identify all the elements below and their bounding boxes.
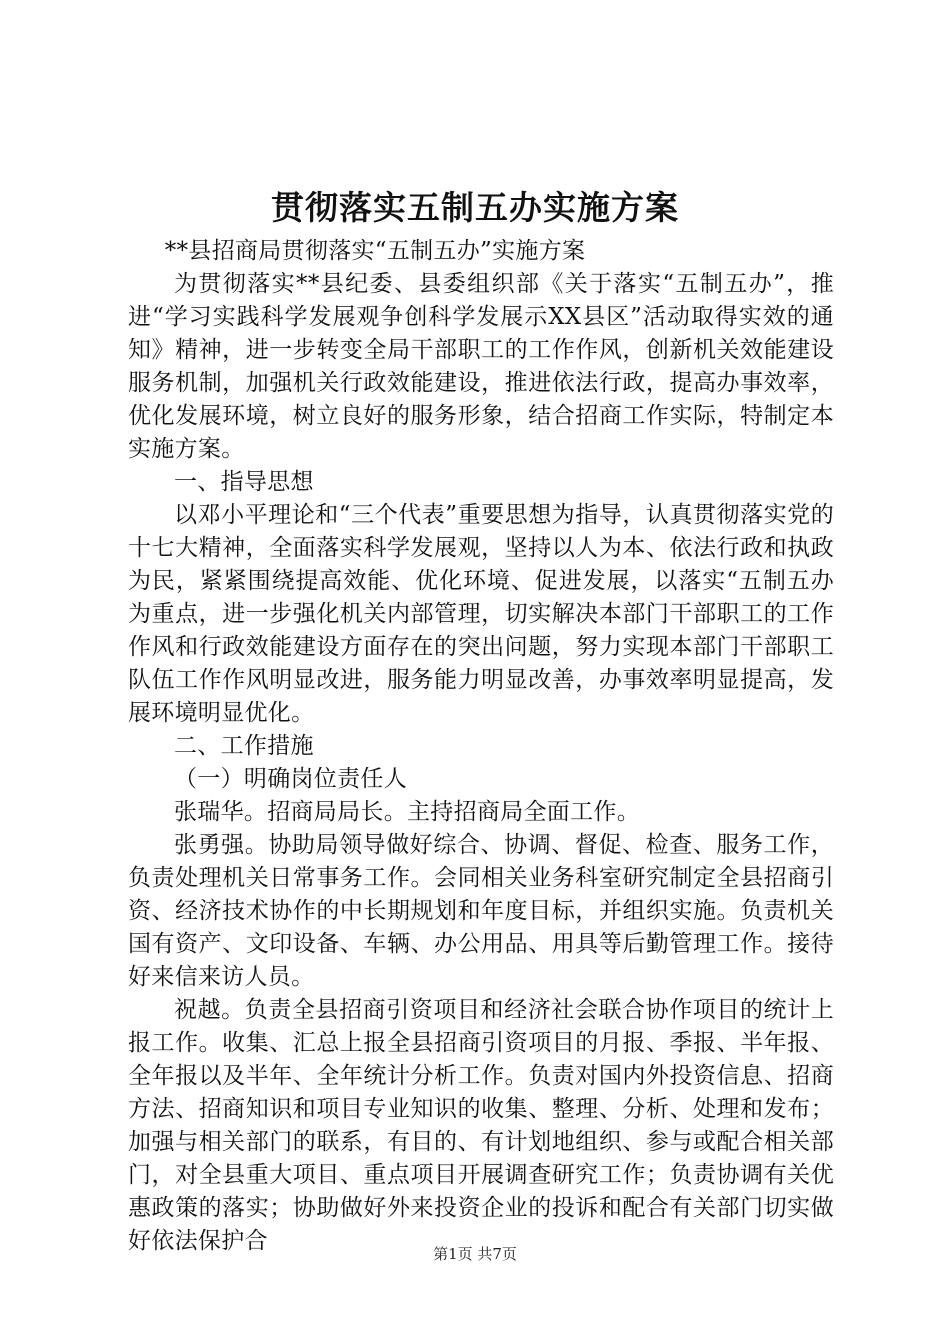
subsection-heading-responsibility: （一）明确岗位责任人 <box>174 766 407 792</box>
document-subtitle: **县招商局贯彻落实“五制五办”实施方案 <box>164 238 586 264</box>
document-body <box>128 235 834 1258</box>
page-number-footer: 第1页 共7页 <box>433 1245 517 1263</box>
document-title: 贯彻落实五制五办实施方案 <box>271 188 679 227</box>
section-heading-guiding-thought: 一、指导思想 <box>174 469 314 495</box>
paragraph-zhang-yongqiang: 张勇强。协助局领导做好综合、协调、督促、检查、服务工作，负责处理机关日常事务工作。会同相关业务科室研究制定全县招商引资、经济技术协作的中长期规划和年度目标，并组织实施。负责机关国有资产、文印设备、车辆、办公用品、用具等后勤管理工作。接待好来信来访人员。 <box>128 832 834 990</box>
section-heading-work-measures: 二、工作措施 <box>174 733 314 759</box>
paragraph-zhu-yue: 祝越。负责全县招商引资项目和经济社会联合协作项目的统计上报工作。收集、汇总上报全县招商引资项目的月报、季报、半年报、全年报以及半年、全年统计分析工作。负责对国内外投资信息、招商方法、招商知识和项目专业知识的收集、整理、分析、处理和发布；加强与相关部门的联系，有目的、有计划地组织、参与或配合相关部门，对全县重大项目、重点项目开展调查研究工作；负责协调有关优惠政策的落实；协助做好外来投资企业的投诉和配合有关部门切实做好依法保护合 <box>128 997 834 1254</box>
paragraph-guiding-thought: 以邓小平理论和“三个代表”重要思想为指导，认真贯彻落实党的十七大精神，全面落实科学发展观，坚持以人为本、依法行政和执政为民，紧紧围绕提高效能、优化环境、促进发展，以落实“五制五办为重点，进一步强化机关内部管理，切实解决本部门干部职工的工作作风和行政效能建设方面存在的突出问题，努力实现本部门干部职工队伍工作作风明显改进，服务能力明显改善，办事效率明显提高，发展环境明显优化。 <box>128 502 834 726</box>
paragraph-zhang-ruihua: 张瑞华。招商局局长。主持招商局全面工作。 <box>174 799 640 825</box>
paragraph-intro: 为贯彻落实**县纪委、县委组织部《关于落实“五制五办”，推进“学习实践科学发展观争创科学发展示XX县区”活动取得实效的通知》精神，进一步转变全局干部职工的工作作风，创新机关效能建设服务机制，加强机关行政效能建设，推进依法行政，提高办事效率，优化发展环境，树立良好的服务形象，结合招商工作实际，特制定本实施方案。 <box>128 271 834 462</box>
